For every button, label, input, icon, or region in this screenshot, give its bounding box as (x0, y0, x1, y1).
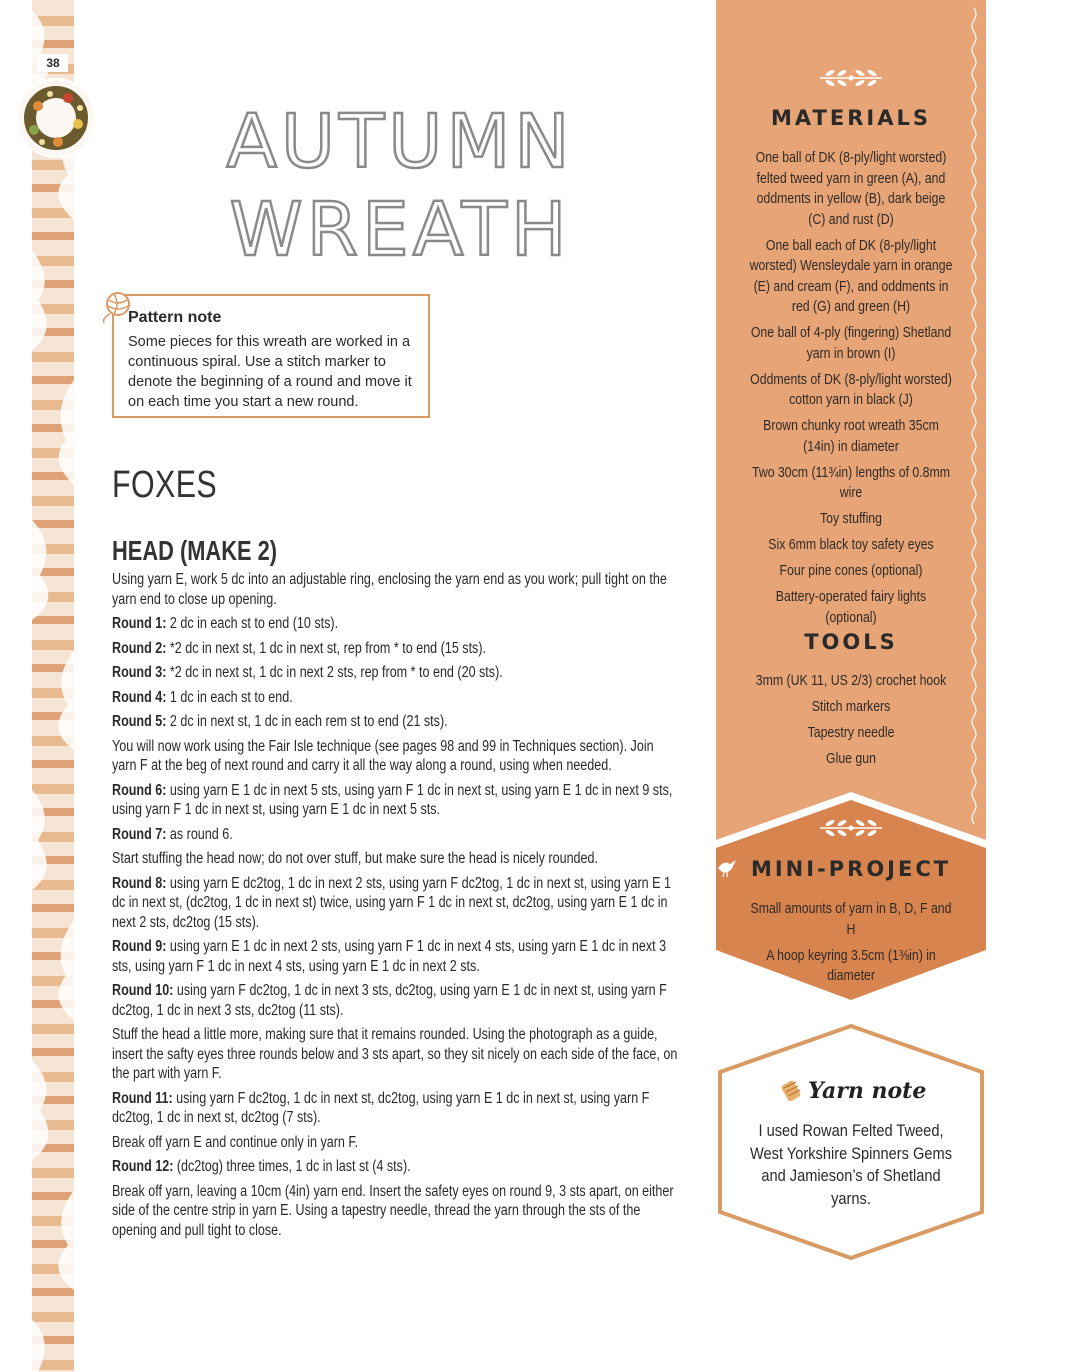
leaf-ornament-icon (816, 814, 886, 847)
title-line-1: AUTUMN (226, 99, 574, 185)
mini-project-item: Small amounts of yarn in B, D, F and H (750, 900, 952, 938)
instruction-paragraph: Round 7: as round 6. (112, 825, 233, 843)
instruction-paragraph: Round 9: using yarn E 1 dc in next 2 sts, using yarn F 1 dc in next 4 sts, using yarn E 1 dc in next 3 sts, using yarn F 1 dc in next 4 sts, using yarn E 1 dc in next 2 sts. (112, 938, 667, 975)
tools-item: Stitch markers (811, 698, 891, 715)
instruction-paragraph: Break off yarn, leaving a 10cm (4in) yarn end. Insert the safety eyes on round 9, 3 sts apart, on either side of the centre strip in yarn E. Using a tapestry needle, thread the yarn through the sts of the opening and pull tight to close. (112, 1182, 674, 1239)
materials-item: Brown chunky root wreath 35cm (14in) in diameter (763, 417, 939, 455)
tools-heading: TOOLS (804, 630, 898, 654)
materials-heading: MATERIALS (771, 106, 931, 130)
instruction-paragraph: Round 2: *2 dc in next st, 1 dc in next st, rep from * to end (15 sts). (112, 639, 487, 657)
tools-item: Glue gun (826, 750, 876, 767)
section-title: FOXES (112, 464, 218, 506)
materials-item: Four pine cones (optional) (779, 562, 923, 579)
materials-item: One ball of 4-ply (fingering) Shetland yarn in brown (I) (750, 324, 952, 362)
instructions (112, 570, 679, 1245)
instruction-paragraph: Round 12: (dc2tog) three times, 1 dc in last st (4 sts). (112, 1158, 411, 1175)
tools-item: Tapestry needle (807, 724, 895, 741)
instruction-paragraph: Round 11: using yarn F dc2tog, 1 dc in next st, dc2tog, using yarn E 1 dc in next st, using yarn F dc2tog, 1 dc in next st, dc2tog (7 sts). (112, 1089, 650, 1126)
instruction-paragraph: Round 4: 1 dc in each st to end. (112, 688, 293, 706)
decorative-side-strip (32, 0, 74, 1372)
yarn-skein-icon (778, 1078, 804, 1109)
subsection-title: HEAD (MAKE 2) (112, 535, 278, 566)
instruction-paragraph: You will now work using the Fair Isle technique (see pages 98 and 99 in Techniques section). Join yarn F at the beg of next round and carry it all the way along a round, using when needed. (112, 737, 654, 774)
instruction-paragraph: Break off yarn E and continue only in yarn F. (112, 1133, 359, 1151)
instruction-paragraph: Round 6: using yarn E 1 dc in next 5 sts, using yarn F 1 dc in next st, using yarn E 1 dc in next 9 sts, using yarn F 1 dc in next st, using yarn E 1 dc in next 5 sts. (112, 781, 673, 818)
wreath-thumbnail-image (18, 80, 94, 156)
instruction-paragraph: Round 10: using yarn F dc2tog, 1 dc in next 3 sts, dc2tog, using yarn E 1 dc in next st, using yarn F dc2tog, 1 dc in next 3 sts, dc2tog (11 sts). (112, 982, 667, 1019)
yarn-note-text: I used Rowan Felted Tweed, West Yorkshire Spinners Gems and Jamieson’s of Shetland yarns. (749, 1121, 953, 1208)
instruction-paragraph: Round 3: *2 dc in next st, 1 dc in next 2 sts, rep from * to end (20 sts). (112, 664, 503, 681)
materials-item: One ball of DK (8-ply/light worsted) felted tweed yarn in green (A), and oddments in yellow (B), dark beige (C) and rust (D) (755, 149, 947, 228)
mini-project-list (744, 899, 957, 992)
materials-item: Oddments of DK (8-ply/light worsted) cotton yarn in black (J) (750, 370, 952, 408)
instruction-paragraph: Start stuffing the head now; do not over stuff, but make sure the head is nicely rounded. (112, 850, 598, 867)
materials-sidebar (716, 0, 986, 1010)
pattern-note-box (112, 294, 430, 418)
tools-item: 3mm (UK 11, US 2/3) crochet hook (755, 672, 947, 689)
page-number: 38 (38, 54, 68, 72)
instruction-paragraph: Using yarn E, work 5 dc into an adjustable ring, enclosing the yarn end as you work; pull tight on the yarn end to close up opening. (112, 571, 667, 608)
materials-item: One ball each of DK (8-ply/light worsted) Wensleydale yarn in orange (E) and cream (F), and oddments in red (G) and green (H) (749, 236, 953, 315)
leaf-ornament-icon (816, 64, 886, 97)
pattern-note-text: Some pieces for this wreath are worked in a continuous spiral. Use a stitch marker to denote the beginning of a round and move it on each time you start a new round. (128, 334, 412, 410)
mini-project-heading: MINI-PROJECT (750, 857, 952, 881)
materials-item: Six 6mm black toy safety eyes (768, 536, 934, 553)
instruction-paragraph: Stuff the head a little more, making sure that it remains rounded. Using the photograph as a guide, insert the safty eyes three rounds below and 3 sts apart, so they sit nicely on each side of the face, on the part with yarn F. (112, 1026, 678, 1082)
materials-item: Toy stuffing (819, 510, 882, 527)
instruction-paragraph: Round 8: using yarn E dc2tog, 1 dc in next 2 sts, using yarn F dc2tog, 1 dc in next st, using yarn E 1 dc in next st, (dc2tog, 1 dc in next st) twice, using yarn F 1 dc in next st, dc2tog, using yarn E 1 dc in next 2 sts, dc2tog (15 sts). (112, 874, 671, 931)
yarn-ball-icon (98, 288, 134, 329)
instruction-paragraph: Round 5: 2 dc in next st, 1 dc in each rem st to end (21 sts). (112, 713, 448, 730)
instruction-paragraph: Round 1: 2 dc in each st to end (10 sts). (112, 615, 339, 632)
yarn-note-box (716, 1022, 986, 1262)
materials-item: Two 30cm (11¾in) lengths of 0.8mm wire (751, 463, 951, 501)
yarn-note-heading: Yarn note (808, 1078, 927, 1104)
page-title (150, 98, 650, 274)
materials-item: Battery-operated fairy lights (optional) (775, 588, 927, 626)
tools-list (749, 671, 954, 775)
pattern-note-heading: Pattern note (128, 309, 222, 326)
mini-project-item: A hoop keyring 3.5cm (1⅜in) in diameter (766, 946, 936, 984)
title-line-2: WREATH (229, 187, 571, 273)
materials-list (749, 148, 954, 634)
